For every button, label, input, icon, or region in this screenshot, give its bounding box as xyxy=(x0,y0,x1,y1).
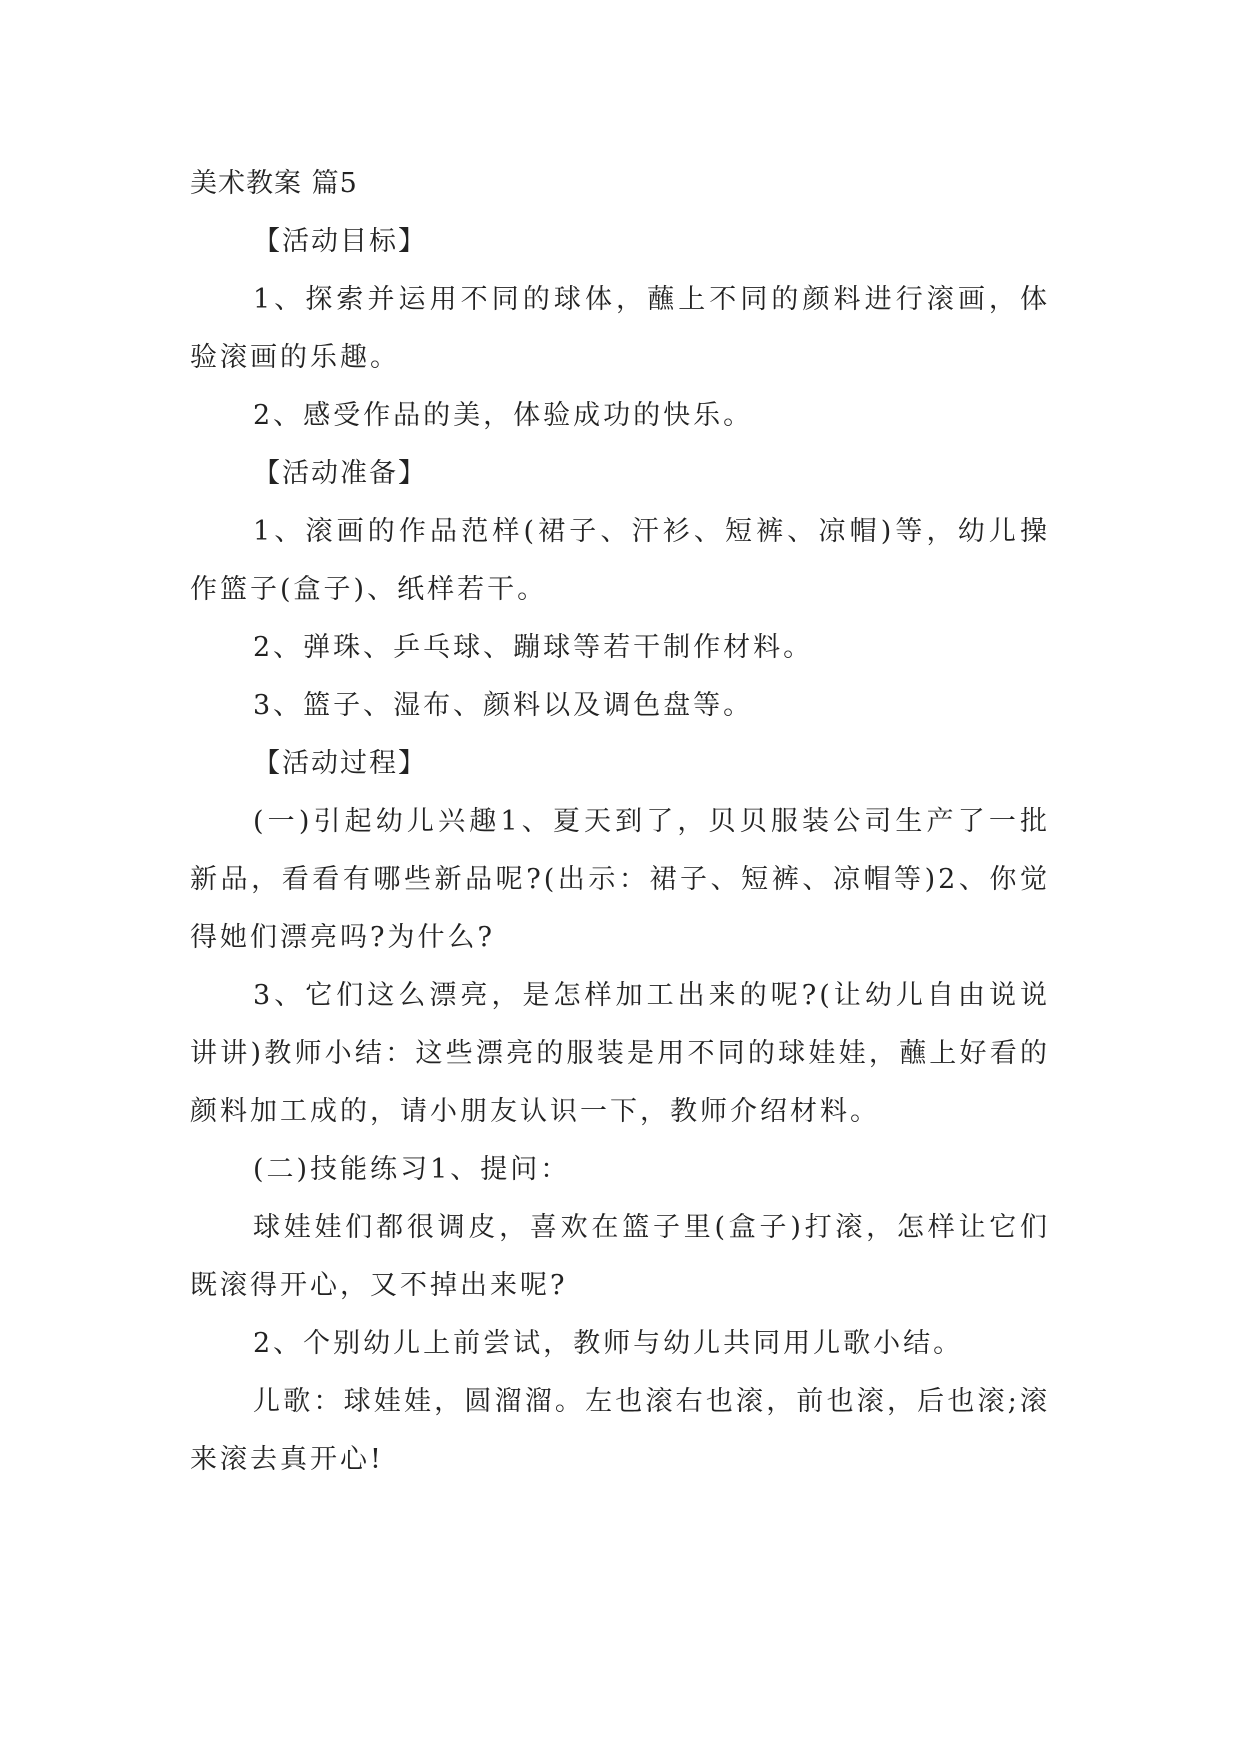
paragraph-prep-3: 3、篮子、湿布、颜料以及调色盘等。 xyxy=(253,690,754,721)
paragraph-goal-1: 1、探索并运用不同的球体，蘸上不同的颜料进行滚画，体验滚画的乐趣。 xyxy=(190,284,1050,373)
paragraph-prep-2: 2、弹珠、乒乓球、蹦球等若干制作材料。 xyxy=(253,632,814,663)
section-heading-prep: 【活动准备】 xyxy=(253,458,427,489)
paragraph-process-1: (一)引起幼儿兴趣1、夏天到了，贝贝服装公司生产了一批新品，看看有哪些新品呢?(出示：裙子、短裤、凉帽等)2、你觉得她们漂亮吗?为什么? xyxy=(190,806,1050,953)
paragraph-goal-2: 2、感受作品的美，体验成功的快乐。 xyxy=(253,400,754,431)
section-heading-goals: 【活动目标】 xyxy=(253,226,427,257)
document-title: 美术教案 篇5 xyxy=(190,168,358,199)
document-body xyxy=(190,155,1050,1489)
paragraph-process-6: 儿歌：球娃娃，圆溜溜。左也滚右也滚，前也滚，后也滚;滚来滚去真开心! xyxy=(190,1386,1050,1475)
paragraph-prep-1: 1、滚画的作品范样(裙子、汗衫、短裤、凉帽)等，幼儿操作篮子(盒子)、纸样若干。 xyxy=(190,516,1050,605)
section-heading-process: 【活动过程】 xyxy=(253,748,427,779)
paragraph-process-2: 3、它们这么漂亮，是怎样加工出来的呢?(让幼儿自由说说讲讲)教师小结：这些漂亮的服装是用不同的球娃娃，蘸上好看的颜料加工成的，请小朋友认识一下，教师介绍材料。 xyxy=(190,980,1050,1127)
paragraph-process-5: 2、个别幼儿上前尝试，教师与幼儿共同用儿歌小结。 xyxy=(253,1328,964,1359)
paragraph-process-3: (二)技能练习1、提问： xyxy=(253,1154,571,1185)
paragraph-process-4: 球娃娃们都很调皮，喜欢在篮子里(盒子)打滚，怎样让它们既滚得开心，又不掉出来呢? xyxy=(190,1212,1050,1301)
